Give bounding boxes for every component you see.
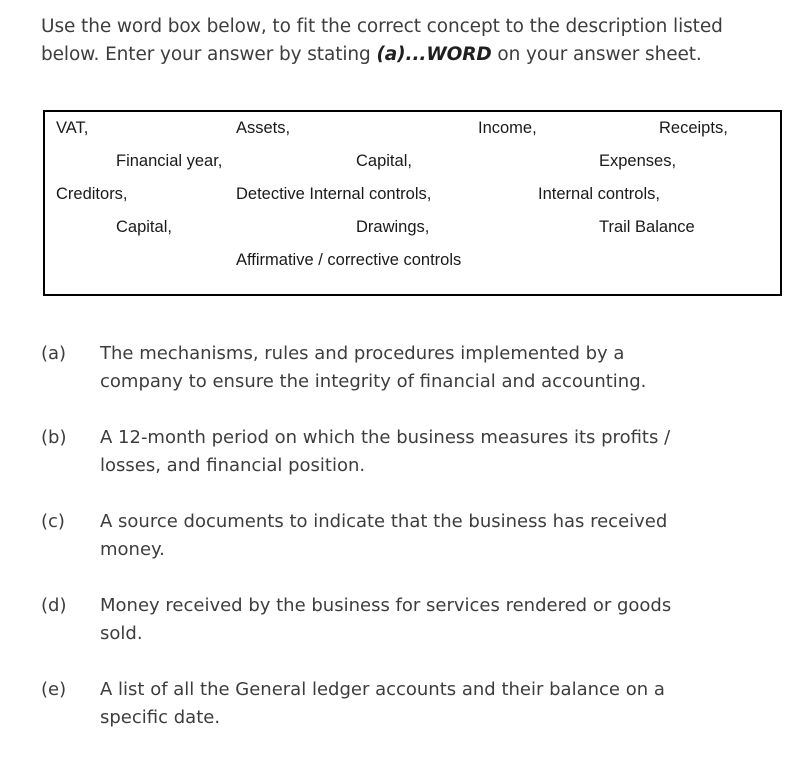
question-text <box>100 340 750 396</box>
question-text <box>100 424 750 480</box>
word-assets: Assets, <box>236 119 291 137</box>
question-text-line: sold. <box>100 623 143 644</box>
word-detective-internal-controls: Detective Internal controls, <box>236 185 432 203</box>
question-text-line: company to ensure the integrity of financial and accounting. <box>100 371 647 392</box>
answer-format-example: (a)...WORD <box>376 44 492 65</box>
instructions-prefix: below. Enter your answer by stating <box>41 44 377 65</box>
question-text-line: specific date. <box>100 707 221 728</box>
instructions-line-2 <box>41 41 791 69</box>
instructions <box>41 13 791 69</box>
word-capital: Capital, <box>356 152 412 170</box>
word-vat: VAT, <box>56 119 89 137</box>
question-text <box>100 592 750 648</box>
word-financial-year: Financial year, <box>116 152 223 170</box>
word-creditors: Creditors, <box>56 185 128 203</box>
question-letter: (e) <box>41 679 67 700</box>
question-letter: (c) <box>41 511 65 532</box>
question-text-line: The mechanisms, rules and procedures implemented by a <box>100 343 625 364</box>
word-income: Income, <box>478 119 537 137</box>
word-capital-2: Capital, <box>116 218 172 236</box>
word-trail-balance: Trail Balance <box>599 218 695 236</box>
question-text <box>100 676 750 732</box>
word-box <box>43 110 782 296</box>
word-affirmative-corrective-controls: Affirmative / corrective controls <box>236 251 462 269</box>
question-text-line: A 12-month period on which the business measures its profits / <box>100 427 671 448</box>
question-letter: (a) <box>41 343 67 364</box>
instructions-suffix: on your answer sheet. <box>491 44 702 65</box>
question-letter: (b) <box>41 427 67 448</box>
word-expenses: Expenses, <box>599 152 677 170</box>
question-text-line: money. <box>100 539 165 560</box>
question-text-line: losses, and financial position. <box>100 455 366 476</box>
question-letter: (d) <box>41 595 67 616</box>
word-drawings: Drawings, <box>356 218 430 236</box>
instructions-line-1: Use the word box below, to fit the correct concept to the description listed <box>41 16 723 37</box>
question-text <box>100 508 750 564</box>
word-internal-controls: Internal controls, <box>538 185 660 203</box>
word-receipts: Receipts, <box>659 119 728 137</box>
question-text-line: Money received by the business for services rendered or goods <box>100 595 672 616</box>
question-text-line: A source documents to indicate that the business has received <box>100 511 668 532</box>
question-text-line: A list of all the General ledger accounts and their balance on a <box>100 679 665 700</box>
